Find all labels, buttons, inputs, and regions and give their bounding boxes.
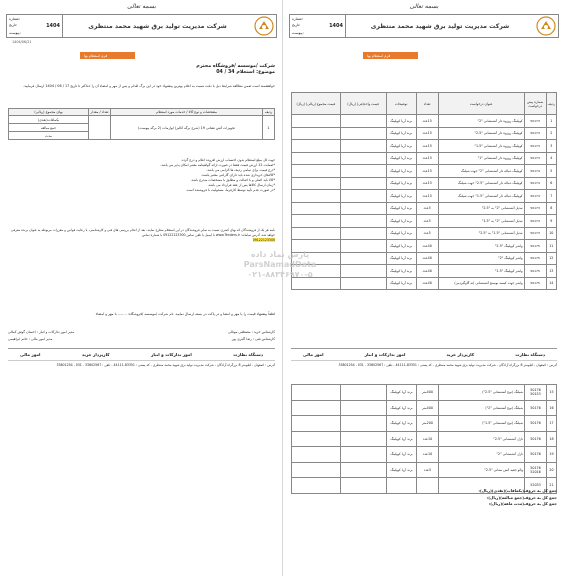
row-unit-price [340, 127, 386, 140]
date-label: تاریخ: [9, 23, 18, 27]
row-qty: 5عدد [417, 462, 439, 478]
row-request-no: 50175 [524, 240, 546, 253]
attachment-label: پیوست: [9, 31, 21, 35]
row-total-price [292, 177, 341, 190]
table-row [292, 431, 557, 447]
row-qty: 200متر [417, 416, 439, 432]
form-ribbon: فرم استعلام بها [363, 52, 418, 59]
row-notes: برند آریا کوپلینگ [386, 252, 416, 265]
table-row [292, 177, 557, 190]
row-notes: برند آریا کوپلینگ [386, 140, 416, 153]
row-qty: 40عدد [416, 240, 438, 253]
row-unit-price [340, 215, 386, 228]
row-notes: برند آریا کوپلینگ [387, 431, 417, 447]
table-row [292, 152, 557, 165]
row-title: واشر کوپلینگ "1.5" [438, 265, 524, 278]
row-unit-price [340, 152, 386, 165]
footer-dept: امور تدارکات و انبار [364, 352, 406, 357]
row-unit-price [340, 190, 386, 203]
footer-dept: کارپرداز خرید [446, 352, 475, 357]
footer-dept: امور مالی [303, 352, 324, 357]
row-qty: 40عدد [416, 252, 438, 265]
row-total-price [292, 400, 341, 416]
items-table [291, 92, 557, 290]
letterhead [6, 14, 277, 38]
note-item: *کالا باید اصلی و با اصالت و مطابق با مشخصات مندرج باشد. [190, 178, 275, 182]
table-row [292, 252, 557, 265]
row-request-no: 52033 [525, 478, 547, 494]
row-request-no: 50176 [525, 416, 547, 432]
table-row [292, 462, 557, 478]
row-index: 15 [547, 385, 557, 401]
row-qty: 15عدد [416, 177, 438, 190]
row-notes: برند آریا کوپلینگ [386, 240, 416, 253]
row-request-no: 50175 [524, 252, 546, 265]
row-notes: برند آریا کوپلینگ [386, 127, 416, 140]
row-total-price [292, 202, 341, 215]
row-total-price [292, 265, 341, 278]
row-notes: برند آریا کوپلینگ [386, 265, 416, 278]
signatories [8, 330, 275, 344]
row-unit-price [341, 416, 387, 432]
year: 1404 [46, 23, 60, 29]
table-row [292, 265, 557, 278]
row-index: 1 [546, 115, 556, 128]
row-index: 6 [546, 177, 556, 190]
left-footer [8, 348, 275, 369]
table-row [292, 385, 557, 401]
row-request-no: 50174 [524, 177, 546, 190]
row-index: 7 [546, 190, 556, 203]
col-qty: تعداد / مقدار [90, 110, 109, 114]
row-unit-price [340, 202, 386, 215]
letter-meta [7, 15, 63, 37]
watermark-line: ۰۲۱-۸۸۳۴۶۹۷۰-۵ [247, 270, 313, 279]
right-page [283, 0, 565, 576]
row-unit-price [340, 177, 386, 190]
col-title: عنوان درخواست [438, 93, 524, 115]
addressee [8, 64, 275, 76]
row-notes: برند آریا کوپلینگ [387, 462, 417, 478]
row-unit-price [340, 140, 386, 153]
row-qty: 5عدد [416, 215, 438, 228]
right-footer [291, 348, 557, 369]
footer-address: آدرس : اصفهان ، کیلومتر 8 بزرگراه آزادگان ، شرکت مدیریت تولید برق شهید محمد منتظری - کد پستی : 83351-44111 - تلفن : 33802567 - 031 ، 33801254 [8, 360, 275, 369]
row-request-no: 50173 [524, 115, 546, 128]
row-unit-price [340, 265, 386, 278]
row-qty: 15عدد [416, 140, 438, 153]
row-qty [89, 116, 111, 140]
row-total-price [292, 140, 341, 153]
row-notes: برند آریا کوپلینگ [386, 115, 416, 128]
bismillah: بسمه تعالی [127, 3, 156, 10]
note-item: *کالاهای خریداری شده باید دارای گارانتی معتبر باشند. [201, 173, 275, 177]
footer-dept: امور مالی [20, 352, 41, 357]
total-line: جمع کل به حروف(مدت ماهه)(ریال): [488, 501, 557, 506]
col-notes: توضیحات [386, 93, 416, 115]
row-total-price [292, 115, 341, 128]
row-qty: 15عدد [416, 190, 438, 203]
row-unit-price [341, 385, 387, 401]
items-table-body [292, 115, 557, 290]
col-index: ردیف [263, 109, 275, 116]
row-index: 2 [546, 127, 556, 140]
row-total-price [292, 431, 341, 447]
row-unit-price [340, 277, 386, 290]
row-notes: برند آریا کوپلینگ [386, 202, 416, 215]
company-title: شرکت مدیریت تولید برق شهید محمد منتظری [88, 22, 227, 30]
row-unit-price [340, 252, 386, 265]
row-qty: 15عدد [416, 165, 438, 178]
row-title: نازل آتشنشانی "2" [439, 447, 525, 463]
row-index: 5 [546, 165, 556, 178]
row-title: کوپلینگ روزوه دار آتشنشانی "2" [438, 115, 524, 128]
table-row [292, 400, 557, 416]
number-label: شماره: [292, 17, 304, 21]
row-qty: 15عدد [416, 127, 438, 140]
row-qty: 5عدد [416, 227, 438, 240]
row-notes: برند آریا کوپلینگ [386, 165, 416, 178]
row-total-price [292, 385, 341, 401]
row-index: 3 [546, 140, 556, 153]
row-title: واشر جهت کیسه نوسنج آتشنشانی (ته گاوگیردیی) [438, 277, 524, 290]
row-unit-price [341, 462, 387, 478]
col-index: ردیف [546, 93, 556, 115]
footer-dept: دستگاه نظارت [515, 352, 545, 357]
row-unit-price [341, 400, 387, 416]
bismillah: بسمه تعالی [409, 3, 439, 10]
note-item: *درج قیمت برای تمامی ردیف ها الزامی می باشد. [206, 168, 275, 172]
row-unit-price [340, 227, 386, 240]
row-index: 20 [547, 462, 557, 478]
row-qty: 15عدد [416, 152, 438, 165]
year: 1404 [329, 23, 343, 29]
table-row [292, 127, 557, 140]
summary-term: مدت [9, 132, 89, 140]
row-total-price [292, 227, 341, 240]
table-row [292, 240, 557, 253]
row-title: واشر کوپلینگ "2.5" [438, 240, 524, 253]
date-label: تاریخ: [292, 23, 301, 27]
row-total-price [292, 240, 341, 253]
row-request-no: 50175 [524, 265, 546, 278]
row-notes: برند آریا کوپلینگ [387, 447, 417, 463]
row-qty: 15عدد [416, 115, 438, 128]
row-title: نازل آتشنشانی "2.5" [439, 431, 525, 447]
row-title: کوپلینگ دنباله دار آتشنشانی "1.5" جهت شیلنگ [438, 190, 524, 203]
col-total: بهای مجموع (ریالی) [9, 109, 89, 116]
row-request-no: 50173 [524, 215, 546, 228]
row-total-price [292, 462, 341, 478]
terms-paragraph [8, 228, 275, 242]
letterhead [289, 14, 559, 38]
row-index: 4 [546, 152, 556, 165]
letter-meta [290, 15, 346, 37]
signatory-name: مدیر امور مالی : حاتم ابراهیمی [8, 337, 53, 341]
row-unit-price [341, 447, 387, 463]
row-title: تبدیل آتشنشانی "2" به "1.5" [438, 215, 524, 228]
table-row [292, 140, 557, 153]
letter-code: 1404/06/21 [12, 40, 32, 44]
notes-list [8, 158, 275, 193]
row-title: کوپلینگ روزوه دار آتشنشانی "1.5" [438, 140, 524, 153]
table-row [292, 190, 557, 203]
row-notes: برند آریا کوپلینگ [387, 400, 417, 416]
note-item: جهت کل مبلغ استعلام بدون احتساب ارزش افزوده اعلام و درج گردد. [180, 158, 275, 162]
note-item: *در صورت عدم تأیید توسط کارفرما، مسئولیت با فروشنده است. [185, 188, 275, 192]
row-total-price [292, 190, 341, 203]
col-unit-price: قیمت واحد(فی) (ریال) [340, 93, 386, 115]
table-row [292, 447, 557, 463]
row-index: 17 [547, 416, 557, 432]
totals-section [291, 488, 557, 508]
col-total-price: قیمت مجموع (ریالی) (ریال) [292, 93, 341, 115]
row-title: کوپلینگ دنباله دار آتشنشانی "2" جهت شیلنگ [438, 165, 524, 178]
row-index: 8 [546, 202, 556, 215]
col-qty: تعداد [416, 93, 438, 115]
row-request-no: 50176 [525, 400, 547, 416]
table-row [292, 416, 557, 432]
row-total-price [292, 277, 341, 290]
row-title: شیلنگ (نوع آتشنشانی "2") [439, 400, 525, 416]
row-notes: برند آریا کوپلینگ [386, 190, 416, 203]
row-request-no: 50173 [524, 227, 546, 240]
table-row [292, 115, 557, 128]
row-index: 12 [546, 252, 556, 265]
row-notes: برند آریا کوپلینگ [386, 277, 416, 290]
row-unit-price [340, 240, 386, 253]
inquiry-summary-table [8, 108, 275, 140]
note-item: *ضمانت 12 ارزش قیمت فقط در صورت ارائه گواهینامه معتبر امکان پذیر می باشد. [160, 163, 275, 167]
company-title: شرکت مدیریت تولید برق شهید محمد منتظری [370, 22, 510, 30]
note-item: *زمان ارسال کالاها پس از عقد قرارداد می باشد. [207, 183, 275, 187]
summary-total: جمع مبالغه [9, 124, 89, 132]
row-total-price [292, 215, 341, 228]
row-index: 11 [546, 240, 556, 253]
row-request-no: 50173 [524, 127, 546, 140]
row-qty: 400متر [417, 385, 439, 401]
items-table-continued [291, 384, 557, 494]
row-qty: 40عدد [416, 277, 438, 290]
row-unit-price [340, 165, 386, 178]
total-line: جمع کل به حروف(بکمافات)(نقدی)(ریال): [478, 488, 557, 493]
row-unit-price [340, 115, 386, 128]
row-total-price [292, 165, 341, 178]
row-title: کوپلینگ دنباله دار آتشنشانی "2.5" جهت شیلنگ [438, 177, 524, 190]
table-row [292, 215, 557, 228]
row-title: تبدیل آتشنشانی "2" به "2.5" [438, 202, 524, 215]
signatory-role: کارشناس خرید : مصطفی موتالی [228, 330, 275, 334]
row-title: کوپلینگ روزوه دار آتشنشانی "2.5" [438, 127, 524, 140]
row-index: 19 [547, 447, 557, 463]
row-notes: برند آریا کوپلینگ [386, 177, 416, 190]
row-total-price [292, 127, 341, 140]
footer-address: آدرس : اصفهان ، کیلومتر 8 بزرگراه آزادگان ، شرکت مدیریت تولید برق شهید محمد منتظری - کد پستی : 83351-44111 - تلفن : 33802567 - 031 ، 33801254 [291, 360, 557, 369]
row-index: 1 [263, 116, 275, 140]
row-index: 16 [547, 400, 557, 416]
row-desc: تجهیزات آتش نشانی 19 (شرح برگه آنالیز) لوازمات (2 برگه پیوست) [111, 116, 263, 140]
row-index: 10 [546, 227, 556, 240]
row-request-no: 50175 [524, 277, 546, 290]
intro-text: خواهشمند است ضمن مطالعه شرایط ذیل با دقت نسبت به اعلام بهترین پیشنهاد خود در این برگ اقدام و پس از مهر و امضاء آن را حداکثر تا تاریخ 17 / 06 / 1404 ارسال فرمایید. [23, 84, 275, 88]
form-ribbon: فرم استعلام بها [80, 52, 135, 59]
row-qty: 400متر [417, 400, 439, 416]
row-notes: برند آریا کوپلینگ [386, 152, 416, 165]
row-request-no: 50173 [524, 202, 546, 215]
footer-departments [291, 349, 557, 360]
row-title: والو جعبه آتش نشانی "2.5" [439, 462, 525, 478]
closing-text: لطفاً پیشنهاد قیمت را با مهر و امضا و در پاکت در بسته ارسال نمایید. نام شرکت /موسسه /فروشگاه: ........ با مهر و امضاء [95, 312, 275, 316]
watermark-line: پارس نماد داده [250, 250, 310, 259]
footer-dept: دستگاه نظارت [233, 352, 263, 357]
row-qty: 10عدد [417, 431, 439, 447]
row-unit-price [341, 431, 387, 447]
row-notes: برند آریا کوپلینگ [387, 416, 417, 432]
highlighted-phone: 09122123300 [252, 237, 275, 242]
signatory-name: مدیر امور تدارکات و انبار : احسان گوش کمالی [8, 330, 75, 334]
row-qty: 40عدد [416, 265, 438, 278]
row-notes: برند آریا کوپلینگ [386, 227, 416, 240]
watermark-line: ParsNamadData [243, 260, 317, 269]
row-qty: 5عدد [416, 202, 438, 215]
row-title: واشر کوپلینگ "2" [438, 252, 524, 265]
table-row [292, 202, 557, 215]
row-request-no: 50176 52016 [525, 462, 547, 478]
table-row [292, 165, 557, 178]
addressee-to: شرکت /موسسه /فروشگاه محترم [196, 64, 275, 69]
footer-dept: کارپرداز خرید [81, 352, 110, 357]
row-total-price [292, 416, 341, 432]
row-total-price [292, 152, 341, 165]
signatory-role: کارشناس فنی : رضا آکبری پور [231, 337, 275, 341]
col-request-no: شماره پیش درخواست [524, 93, 546, 115]
row-request-no: 50174 [524, 190, 546, 203]
row-title: شیلنگ (نوع آتشنشانی "2.5") [439, 385, 525, 401]
col-desc: مشخصات و نوع کالا / خدمات مورد استعلام [111, 109, 263, 116]
row-request-no: 50174 [524, 165, 546, 178]
row-title: کوپلینگ روزوه دار آتشنشانی "1" [438, 152, 524, 165]
footer-dept: امور تدارکات و انبار [151, 352, 192, 357]
summary-cash: بکمافات(نقدی) [9, 116, 89, 124]
footer-departments [8, 349, 275, 360]
terms-text: نامه هر یک از فروشندگان که بهای کمتری نسبت به سایر فروشندگان در این استعلام مطرح نمایند، بعد از انجام بررسی های فنی و کارشناسی، با رعایت قوانین و مقررات مربوطه به عنوان برنده معرفی خواهد شد. آدرس سامانه: www.Tenders.ir با ایمیل یا تلفن تماس 09122123300 با شماره تماس [11, 228, 275, 237]
row-index: 21 [547, 478, 557, 494]
row-request-no: 50176 [525, 431, 547, 447]
total-line: جمع کل به حروف(جمع مبالغه)(ریال): [486, 494, 557, 500]
items-table-continued-body [292, 385, 557, 494]
row-request-no: 50176 50153 [525, 385, 547, 401]
row-index: 14 [546, 277, 556, 290]
row-total-price [292, 447, 341, 463]
row-notes: برند آریا کوپلینگ [386, 215, 416, 228]
row-request-no: 50173 [524, 152, 546, 165]
table-row [292, 277, 557, 290]
row-total-price [292, 252, 341, 265]
row-request-no: 50173 [524, 140, 546, 153]
row-index: 18 [547, 431, 557, 447]
row-request-no: 50176 [525, 447, 547, 463]
table-row [292, 227, 557, 240]
subject: موضوع: استعلام 34 / 04 [216, 70, 275, 75]
row-notes: برند آریا کوپلینگ [387, 385, 417, 401]
number-label: شماره: [9, 17, 21, 21]
row-qty: 10عدد [417, 447, 439, 463]
row-index: 9 [546, 215, 556, 228]
company-logo-icon [534, 15, 558, 37]
row-title: تبدیل آتشنشانی "1.5" به "2.5" [438, 227, 524, 240]
row-title: شیلنگ (نوع آتشنشانی "1.5") [439, 416, 525, 432]
row-index: 13 [546, 265, 556, 278]
company-logo-icon [252, 15, 276, 37]
attachment-label: پیوست: [292, 31, 304, 35]
